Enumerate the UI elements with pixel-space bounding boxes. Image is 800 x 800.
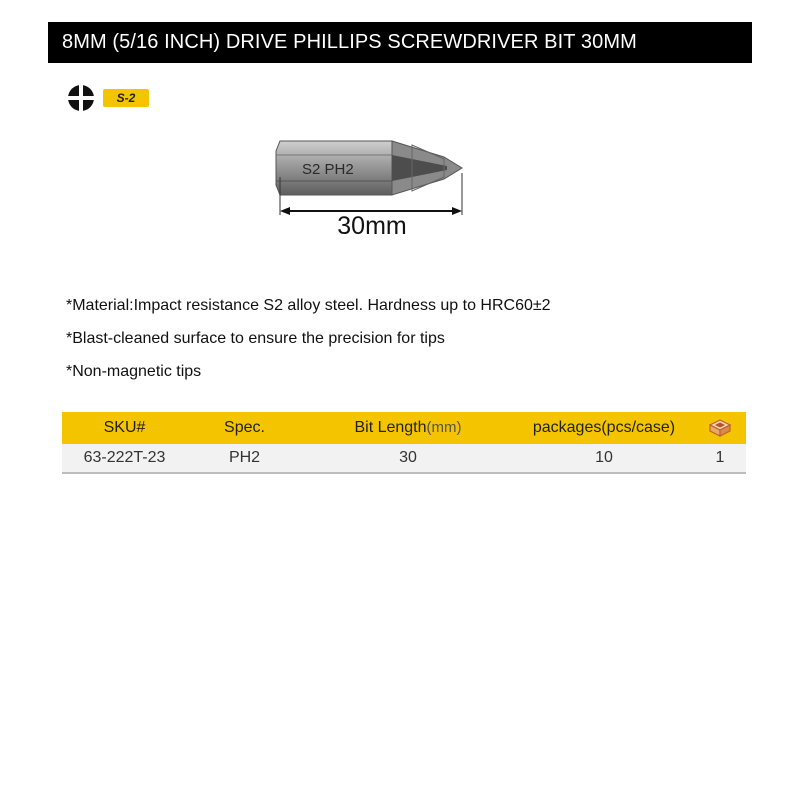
cell-packages: 10 (514, 444, 694, 473)
feature-nonmagnetic: *Non-magnetic tips (66, 363, 202, 380)
header-bit-length-label: Bit Length (354, 419, 427, 436)
cell-case: 1 (694, 444, 746, 473)
title-bar (48, 22, 752, 63)
spec-table (62, 412, 746, 474)
feature-material: *Material:Impact resistance S2 alloy steel. Hardness up to HRC60±2 (66, 297, 551, 314)
bit-engraving: S2 PH2 (302, 161, 354, 178)
cell-bit-length: 30 (302, 444, 514, 473)
header-sku: SKU# (62, 412, 187, 444)
header-spec: Spec. (187, 412, 302, 444)
feature-surface: *Blast-cleaned surface to ensure the precision for tips (66, 330, 445, 347)
length-dimension-label: 30mm (337, 212, 407, 240)
header-bit-length-unit: (mm) (426, 419, 462, 436)
header-packages: packages(pcs/case) (514, 412, 694, 444)
page-title: 8MM (5/16 INCH) DRIVE PHILLIPS SCREWDRIVER BIT 30MM (62, 31, 637, 53)
cell-spec: PH2 (187, 444, 302, 473)
table-header-row (62, 412, 746, 444)
feature-list (66, 296, 551, 395)
header-case (694, 412, 746, 444)
table-row (62, 444, 746, 473)
phillips-cross-icon (67, 84, 95, 112)
header-bit-length (302, 412, 514, 444)
case-box-icon (708, 419, 732, 437)
cell-sku: 63-222T-23 (62, 444, 187, 473)
s2-grade-badge (103, 89, 149, 107)
grade-badge-label: S-2 (116, 91, 136, 105)
